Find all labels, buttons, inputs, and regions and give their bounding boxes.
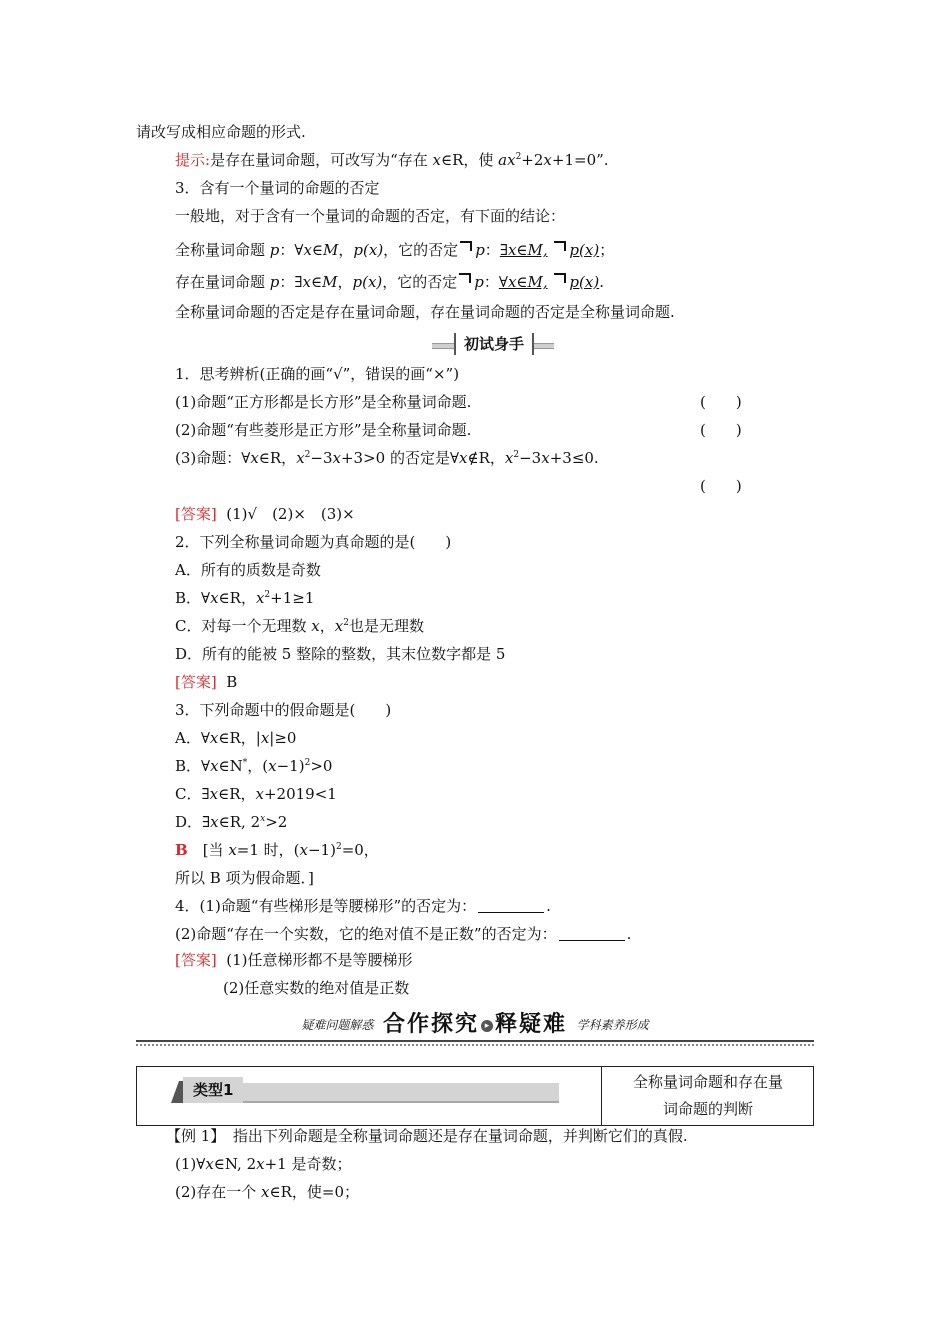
text: A．∀: [175, 729, 210, 747]
example1-item1: [175, 1150, 352, 1178]
text: ；: [599, 241, 615, 259]
section-header: [0, 1010, 950, 1039]
math-var: x: [209, 729, 219, 747]
type-title-line: 全称量词命题和存在量: [632, 1073, 783, 1091]
text: ∈N, 2: [213, 1155, 257, 1173]
text: (3)命题：∀: [175, 449, 251, 467]
text: ：∀: [279, 241, 304, 259]
text: ：: [483, 273, 499, 291]
answer-text: (1)√ (2)× (3)×: [226, 505, 355, 523]
text: .: [546, 897, 551, 915]
text: .: [626, 925, 632, 943]
section-header-title2: 释疑难: [495, 1012, 568, 1037]
text: C．∃: [175, 785, 210, 803]
math-var: x: [209, 785, 219, 803]
math-var: x: [459, 449, 468, 467]
q1-title: 1．思考辨析(正确的画“√”，错误的画“×”): [175, 365, 460, 383]
math-var: x: [303, 241, 312, 259]
math-var: p: [269, 241, 280, 259]
math-var: p: [475, 241, 485, 259]
section3-title: 3．含有一个量词的命题的否定: [175, 179, 380, 197]
negation-symbol-icon: [459, 273, 471, 283]
text: ∈N: [218, 757, 243, 775]
arrow-dot-icon: ▸: [481, 1020, 493, 1032]
math-var: x: [299, 841, 308, 859]
negation-symbol-icon: [554, 273, 566, 283]
text: ∈R，: [258, 449, 297, 467]
math-var: x: [210, 757, 219, 775]
text: B．∀: [175, 589, 211, 607]
math-expr: p(x): [353, 241, 384, 259]
math-var: x: [302, 273, 311, 291]
q2-option-c: [175, 612, 424, 640]
text: ∈R，: [218, 785, 256, 803]
math-var: x: [504, 449, 514, 467]
text: D．∃: [175, 813, 211, 831]
section-rule: [136, 1040, 814, 1042]
text: .: [599, 273, 604, 291]
q4-item2: [175, 920, 631, 948]
text: ，(: [247, 757, 269, 775]
type-box-title: [602, 1067, 814, 1127]
text: B．∀: [175, 757, 211, 775]
intro-line: 请改写成相应命题的形式.: [136, 123, 306, 141]
math-var: x: [268, 757, 277, 775]
hint-text: +2: [521, 151, 544, 169]
negation-symbol-icon: [554, 241, 566, 251]
q3-option-d: [175, 808, 287, 836]
section-header-right: 学科素养形成: [576, 1018, 649, 1032]
text: 也是无理数: [348, 617, 424, 635]
math-var: x: [255, 589, 265, 607]
superscript: 2: [335, 842, 342, 852]
superscript: 2: [343, 618, 349, 628]
math-var: x: [210, 589, 219, 607]
text: ，: [337, 273, 353, 291]
superscript: 2: [304, 758, 311, 768]
math-var: x: [311, 617, 320, 635]
math-var: x: [332, 449, 341, 467]
q1-item3: [175, 444, 599, 472]
answer-text: (1)任意梯形都不是等腰梯形: [226, 951, 413, 969]
hint-text: ∈R，使: [440, 151, 499, 169]
text: −1): [307, 841, 336, 859]
superscript: 2: [515, 152, 522, 162]
type-box: [136, 1066, 814, 1126]
text: ，: [319, 617, 335, 635]
text: ，: [338, 241, 354, 259]
text: 全称量词命题: [175, 241, 270, 259]
text: −3: [310, 449, 333, 467]
answer-paren: ( ): [700, 477, 742, 495]
superscript: 2: [264, 590, 271, 600]
text: −1): [276, 757, 305, 775]
text: ∈R，使: [269, 1183, 322, 1201]
math-var: x: [250, 449, 259, 467]
fill-blank: [559, 926, 625, 941]
text: =1 时，(: [236, 841, 300, 859]
text: ∈: [311, 241, 324, 259]
example-label: 【例 1】: [166, 1127, 218, 1145]
math-var: M: [323, 241, 339, 259]
text: +1≥1: [270, 589, 315, 607]
trial-banner-label: 初试身手: [454, 333, 534, 355]
q3-answer-line2: 所以 B 项为假命题．]: [175, 869, 314, 887]
q2-title: 2．下列全称量词命题为真命题的是( ): [175, 533, 452, 551]
text: ，它的否定: [382, 273, 458, 291]
q1-item1: (1)命题“正方形都是长方形”是全称量词命题.: [175, 393, 472, 411]
section-header-left: 疑难问题解惑: [301, 1018, 374, 1032]
answer-label: [答案]: [175, 505, 217, 523]
answer-paren: ( ): [700, 393, 742, 411]
text: ∈R，|: [218, 729, 261, 747]
math-var: x: [228, 841, 237, 859]
section3-summary: 全称量词命题的否定是存在量词命题，存在量词命题的否定是全称量词命题.: [175, 303, 675, 321]
text: −3: [519, 449, 542, 467]
answer-blank: p(x): [569, 241, 600, 259]
text: (1)∀: [175, 1155, 206, 1173]
math-var: x: [205, 1155, 214, 1173]
section-rule-dotted: [136, 1044, 814, 1046]
hint-text: 是存在量词命题，可改写为“存在: [210, 151, 433, 169]
math-var: p: [269, 273, 280, 291]
q3-title: 3．下列命题中的假命题是( ): [175, 701, 392, 719]
hint-line: [175, 146, 609, 174]
superscript: x: [260, 814, 266, 824]
math-var: x: [261, 1183, 270, 1201]
math-var: M: [322, 273, 338, 291]
text: >0: [310, 757, 333, 775]
math-var: x: [543, 151, 552, 169]
hint-text: +1=0”.: [551, 151, 609, 169]
math-var: x: [334, 617, 344, 635]
superscript: 2: [513, 450, 520, 460]
answer-blank: ∃x∈M,: [499, 241, 548, 259]
text: ：: [484, 241, 500, 259]
text: ∈R, 2: [218, 813, 261, 831]
section3-general: 一般地，对于含有一个量词的命题的否定，有下面的结论：: [175, 207, 566, 225]
text: 指出下列命题是全称量词命题还是存在量词命题，并判断它们的真假.: [217, 1127, 688, 1145]
text: ∈R，: [218, 589, 256, 607]
text: [当: [187, 841, 229, 859]
text: +3>0 的否定是∀: [340, 449, 460, 467]
answer-blank: ∀x∈M,: [498, 273, 548, 291]
trial-banner: [432, 333, 554, 355]
hint-label: 提示:: [175, 151, 211, 169]
example1-intro: [166, 1122, 688, 1150]
type-title-line: 词命题的判断: [662, 1100, 753, 1118]
q4-answer: [175, 946, 413, 974]
text: ：∃: [279, 273, 303, 291]
q3-option-b: [175, 752, 332, 780]
text: |≥0: [269, 729, 297, 747]
text: (2)存在一个: [175, 1183, 262, 1201]
text: +3≤0.: [549, 449, 599, 467]
fill-blank: [478, 898, 544, 913]
universal-negation-line: [175, 236, 614, 264]
text: ∈: [311, 273, 323, 291]
answer-label: [答案]: [175, 673, 217, 691]
q3-option-c: [175, 780, 337, 808]
text: =0，: [341, 841, 379, 859]
text: 存在量词命题: [175, 273, 270, 291]
math-var: x: [210, 813, 219, 831]
type-tag: 类型1: [183, 1077, 243, 1103]
q3-answer: [175, 836, 379, 864]
q1-item2: (2)命题“有些菱形是正方形”是全称量词命题.: [175, 421, 472, 439]
math-var: x: [256, 1155, 265, 1173]
math-var: x: [255, 785, 264, 803]
answer-letter: B: [175, 841, 188, 859]
q4-answer2: (2)任意实数的绝对值是正数: [223, 979, 410, 997]
math-var: p: [474, 273, 484, 291]
math-expr: p(x): [352, 273, 383, 291]
q3-option-a: [175, 724, 296, 752]
answer-label: [答案]: [175, 951, 217, 969]
negation-symbol-icon: [460, 241, 472, 251]
q2-option-d: D．所有的能被 5 整除的整数，其末位数字都是 5: [175, 645, 506, 663]
q2-option-a: A．所有的质数是奇数: [175, 561, 321, 579]
text: ∉R，: [467, 449, 505, 467]
answer-blank: p(x): [569, 273, 600, 291]
text: (2)命题“存在一个实数，它的绝对值不是正数”的否定为：: [175, 925, 557, 943]
text: >2: [265, 813, 288, 831]
superscript: *: [242, 758, 248, 768]
math-var: x: [296, 449, 305, 467]
text: +1 是奇数；: [264, 1155, 352, 1173]
answer-text: B: [226, 673, 238, 691]
banner-rule: [432, 343, 456, 349]
q2-answer: [175, 668, 237, 696]
existential-negation-line: [175, 268, 604, 296]
math-var: ax: [498, 151, 516, 169]
q2-option-b: [175, 584, 314, 612]
math-var: x: [541, 449, 550, 467]
text: 4．(1)命题“有些梯形是等腰梯形”的否定为：: [175, 897, 477, 915]
text: +2019<1: [263, 785, 337, 803]
math-var: x: [432, 151, 441, 169]
text: =0；: [321, 1183, 360, 1201]
section-header-title: 合作探究: [382, 1012, 479, 1037]
q4-item1: [175, 892, 551, 920]
answer-paren: ( ): [700, 421, 742, 439]
text: C．对每一个无理数: [175, 617, 312, 635]
text: ，它的否定: [383, 241, 459, 259]
example1-item2: [175, 1178, 359, 1206]
q1-answer: [175, 500, 355, 528]
math-var: x: [260, 729, 270, 747]
superscript: 2: [304, 450, 311, 460]
